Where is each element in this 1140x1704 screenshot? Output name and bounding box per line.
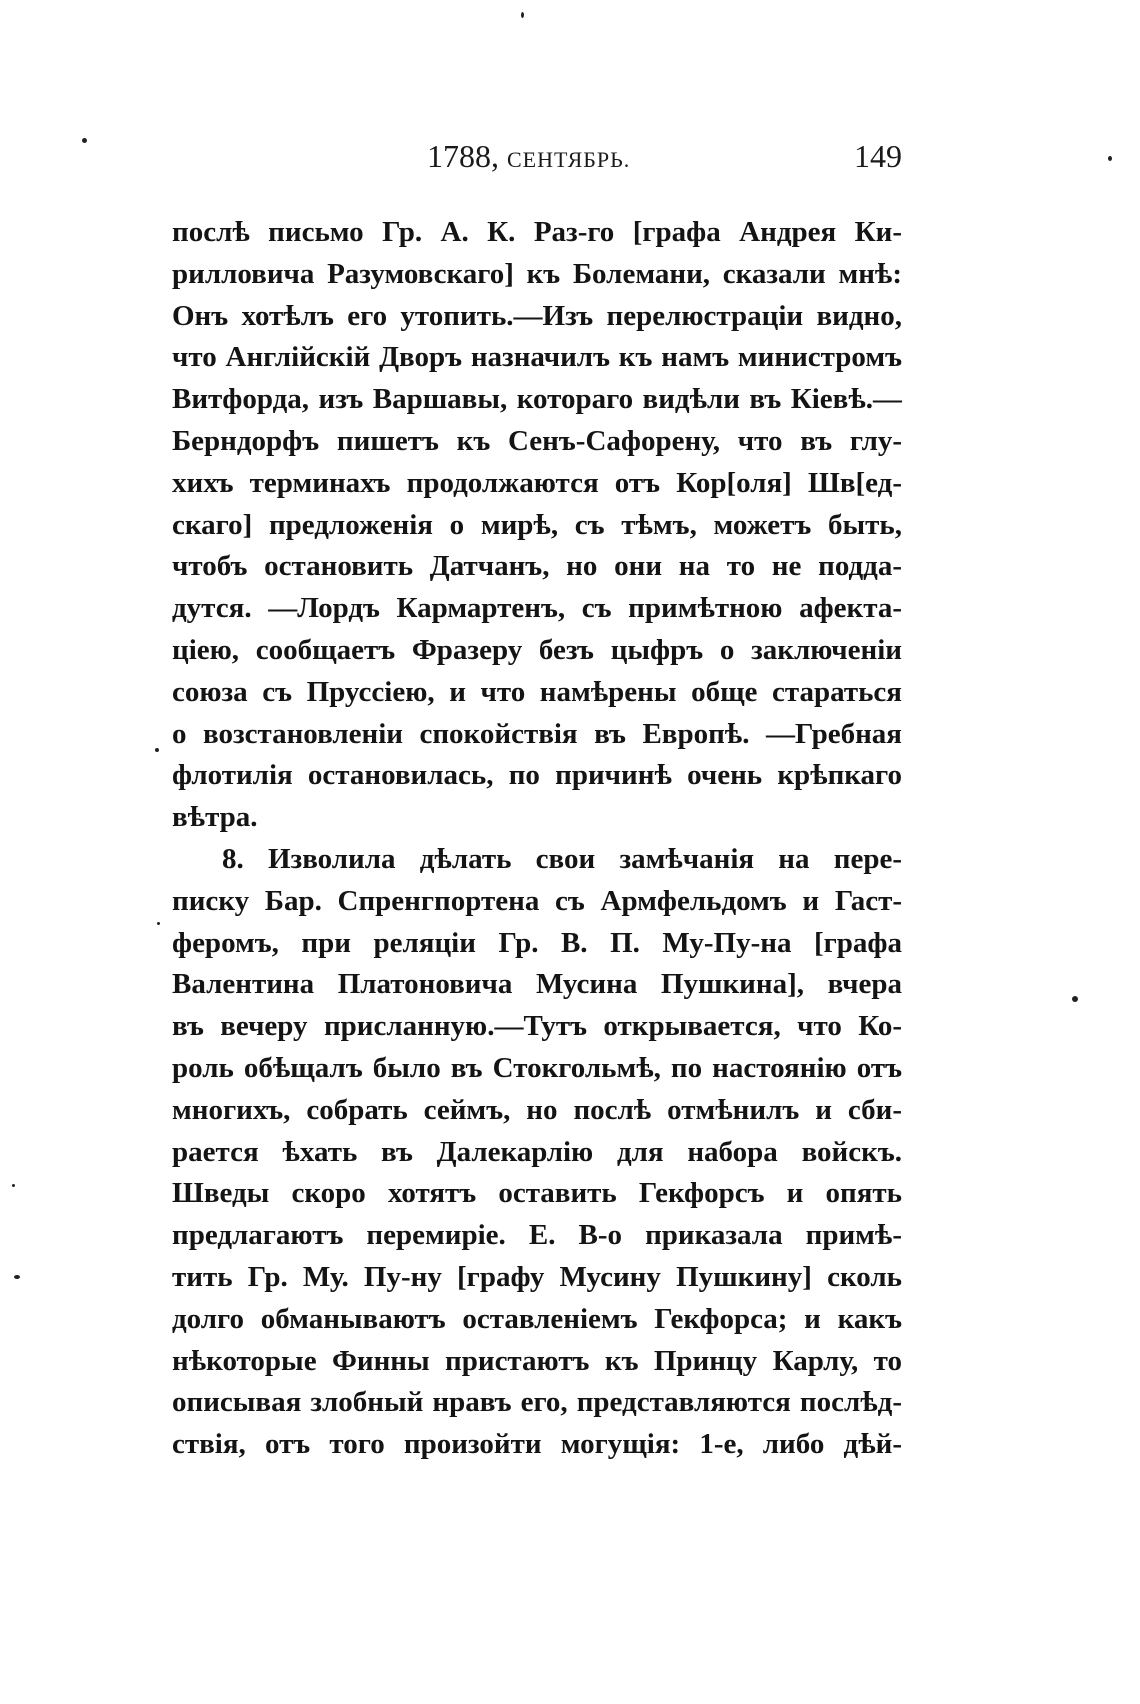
text-line: роль обѣщалъ было въ Стокгольмѣ, по настоянію отъ [172,1051,902,1084]
text-line: ціею, сообщаетъ Фразеру безъ цыфръ о заключеніи [172,633,902,666]
scan-speck [14,1275,20,1279]
scan-speck [1072,996,1078,1002]
text-line: феромъ, при реляціи Гр. В. П. Му-Пу-на [графа [172,926,902,959]
text-line: Валентина Платоновича Мусина Пушкина], вчера [172,968,902,1001]
scan-speck [157,922,160,925]
text-line: флотилія остановилась, по причинѣ очень крѣпкаго [172,759,902,792]
scan-speck [1108,156,1112,161]
scan-speck [82,138,87,143]
text-line: хихъ терминахъ продолжаются отъ Кор[оля] Шв[ед- [172,466,902,499]
text-line: предлагаютъ перемиріе. Е. В-о приказала примѣ- [172,1219,902,1252]
running-head-year: 1788, [427,138,499,174]
paragraph-1 [172,212,902,839]
text-line: послѣ письмо Гр. А. К. Раз-го [графа Андрея Ки- [172,216,902,248]
text-line: дутся. —Лордъ Кармартенъ, съ примѣтною афекта- [172,592,902,625]
text-line: о возстановленіи спокойствія въ Европѣ. —Гребная [172,717,902,750]
text-line: писку Бар. Спренгпортена съ Армфельдомъ и Гаст- [172,884,902,917]
text-line: союза съ Пруссіею, и что намѣрены обще стараться [172,675,902,708]
scan-speck [12,1184,15,1187]
text-line: скаго] предложенія о мирѣ, съ тѣмъ, можетъ быть, [172,508,902,541]
text-line: 8. Изволила дѣлать свои замѣчанія на пере- [222,842,902,875]
running-head [172,138,902,178]
running-head-title [427,138,630,175]
text-line: Витфорда, изъ Варшавы, котораго видѣли въ Кіевѣ.— [172,383,902,416]
text-line: Шведы скоро хотятъ оставить Гекфорсъ и опять [172,1177,902,1210]
text-line: вѣтра. [172,801,258,834]
text-line: Берндорфъ пишетъ къ Сенъ-Сафорену, что въ глу- [172,424,902,457]
text-line: тить Гр. Му. Пу-ну [графу Мусину Пушкину] сколь [172,1260,902,1293]
text-line: рается ѣхать въ Далекарлію для набора войскъ. [172,1135,902,1168]
text-line: рилловича Разумовскаго] къ Болемани, сказали мнѣ: [172,257,902,290]
scan-speck [521,12,524,18]
scan-speck [155,748,159,752]
text-line: описывая злобный нравъ его, представляются послѣд- [172,1386,902,1419]
body-text [172,212,902,1466]
page-number: 149 [854,138,902,174]
text-line: нѣкоторые Финны пристаютъ къ Принцу Карлу, то [172,1344,902,1377]
text-line: въ вечеру присланную.—Тутъ открывается, что Ко- [172,1010,902,1043]
text-line: что Англійскій Дворъ назначилъ къ намъ министромъ [172,341,902,374]
running-head-month: СЕНТЯБРЬ. [507,147,631,172]
text-line: чтобъ остановить Датчанъ, но они на то не подда- [172,550,902,583]
paragraph-2 [172,839,902,1466]
text-line: ствія, отъ того произойти могущія: 1-е, либо дѣй- [172,1428,902,1461]
text-line: многихъ, собрать сеймъ, но послѣ отмѣнилъ и сби- [172,1093,902,1126]
text-line: Онъ хотѣлъ его утопить.—Изъ перелюстраціи видно, [172,299,902,332]
text-line: долго обманываютъ оставленіемъ Гекфорса; и какъ [172,1302,902,1335]
